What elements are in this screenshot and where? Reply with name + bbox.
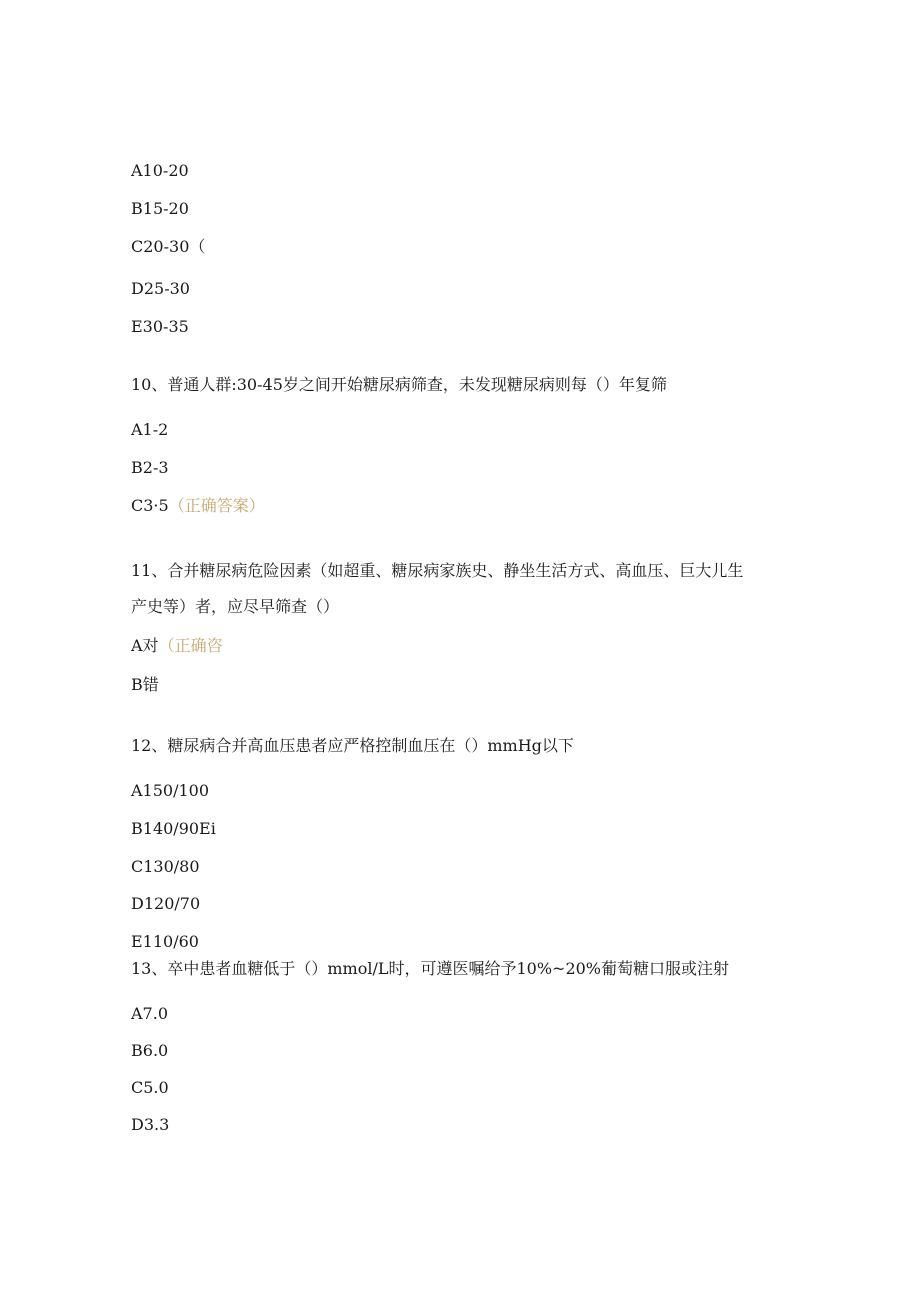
q12-option-c: C130/80: [131, 857, 200, 876]
q12-option-e: E110/60: [131, 932, 199, 951]
q11-stem-line2: 产史等）者，应尽早筛查（）: [131, 597, 340, 616]
q10-option-c-text: C3·5: [131, 496, 169, 515]
q12-option-a: A150/100: [131, 781, 210, 800]
q13-stem: 13、卒中患者血糖低于（）mmol/L时，可遵医嘱给予10%~20%葡萄糖口服或注射: [131, 959, 730, 978]
q9-option-e: E30-35: [131, 317, 189, 336]
q13-option-b: B6.0: [131, 1041, 169, 1060]
q11-option-b: B错: [131, 675, 159, 694]
q10-option-a: A1-2: [131, 420, 169, 439]
q9-option-b: B15-20: [131, 199, 189, 218]
q9-option-c: [131, 237, 205, 257]
q12-stem: 12、糖尿病合并高血压患者应严格控制血压在（）mmHg以下: [131, 736, 574, 755]
q10-option-b: B2-3: [131, 458, 169, 477]
q13-option-c: C5.0: [131, 1078, 169, 1097]
q9-option-d: D25-30: [131, 279, 190, 298]
q12-option-b: B140/90Ei: [131, 819, 216, 838]
q9-option-c-text: C20-30: [131, 237, 190, 256]
q11-answer-mark: （正确咨: [158, 636, 223, 655]
q13-option-a: A7.0: [131, 1004, 168, 1023]
q11-option-a: [131, 636, 223, 656]
q12-option-d: D120/70: [131, 894, 201, 913]
q9-option-c-suffix: （: [189, 237, 206, 256]
q13-option-d: D3.3: [131, 1115, 170, 1134]
q10-stem: 10、普通人群:30-45岁之间开始糖尿病筛查，未发现糖尿病则每（）年复筛: [131, 375, 667, 394]
q11-option-a-text: A对: [131, 636, 159, 655]
q10-answer-mark: （正确答案）: [168, 496, 265, 515]
q11-stem-line1: 11、合并糖尿病危险因素（如超重、糖尿病家族史、静坐生活方式、高血压、巨大儿生: [131, 561, 744, 580]
q10-option-c: [131, 496, 265, 516]
q9-option-a: A10-20: [131, 161, 189, 180]
